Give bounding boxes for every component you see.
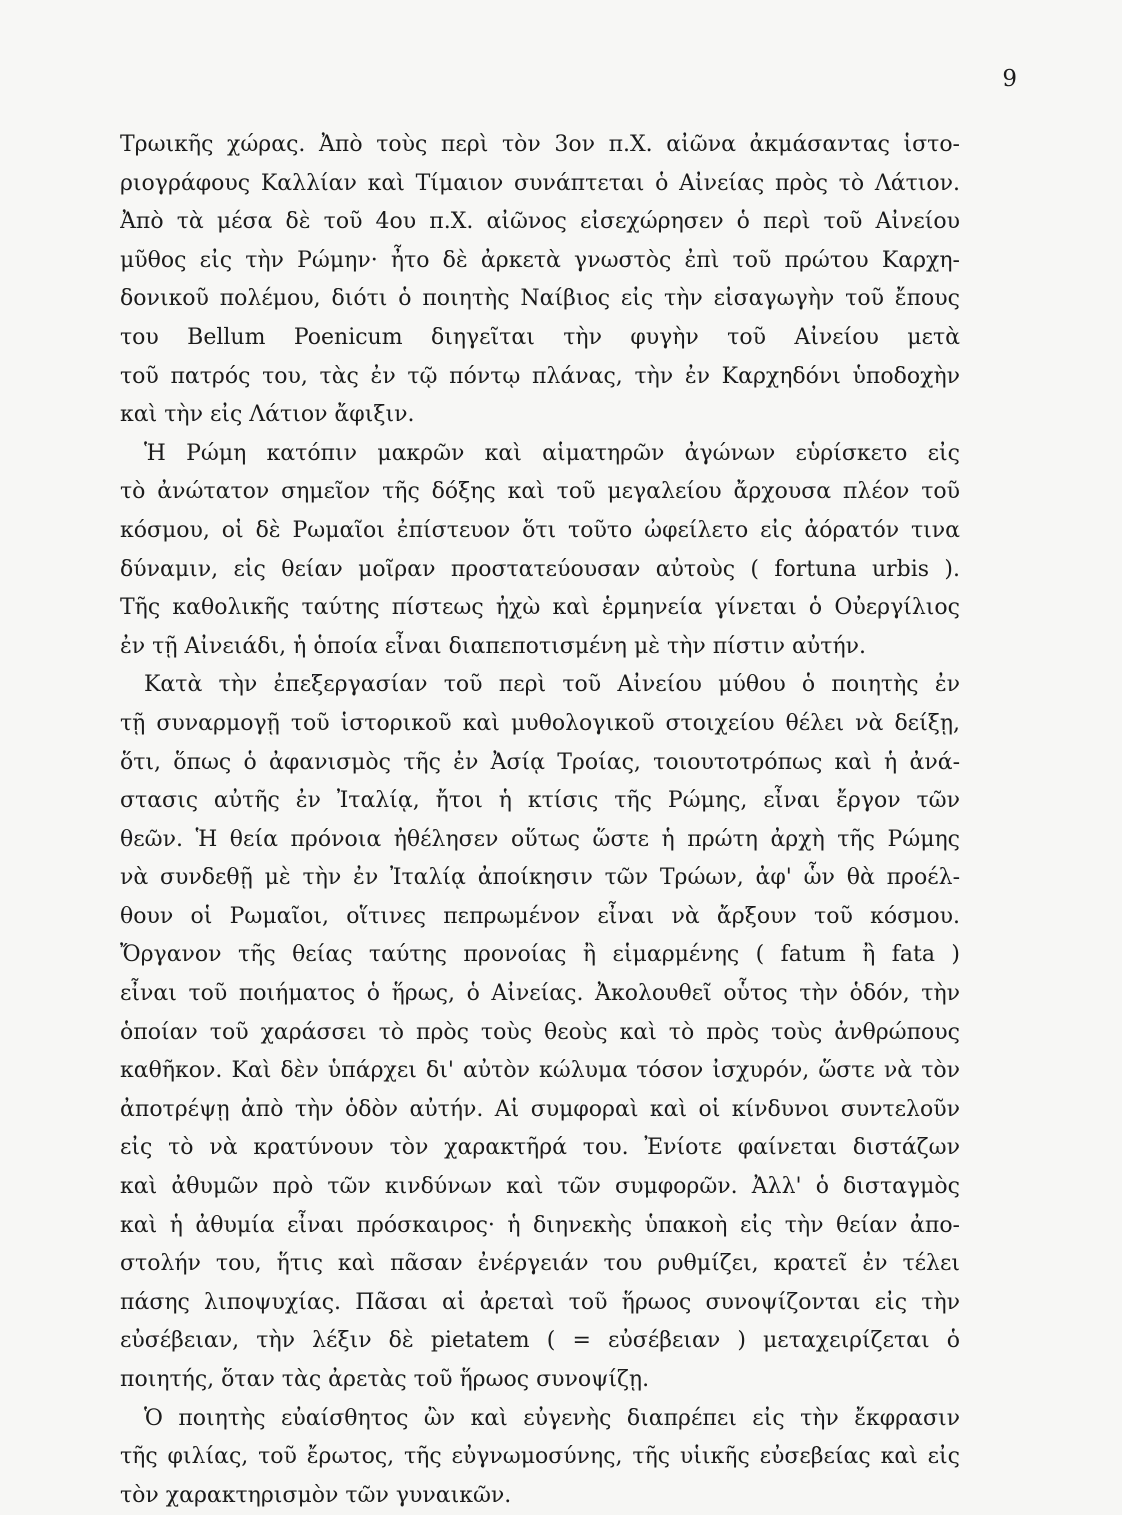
text-line: τοῦ πατρός του, τὰς ἐν τῷ πόντῳ πλάνας, τὴν ἐν Καρχηδόνι ὑποδοχὴν — [120, 363, 960, 389]
paragraph-start-line: Κατὰ τὴν ἐπεξεργασίαν τοῦ περὶ τοῦ Αἰνείου μύθου ὁ ποιητὴς ἐν — [144, 672, 960, 698]
text-line: ἀποτρέψῃ ἀπὸ τὴν ὁδὸν αὐτήν. Αἱ συμφοραὶ καὶ οἱ κίνδυνοι συντελοῦν — [120, 1096, 960, 1122]
text-line: ποιητής, ὅταν τὰς ἀρετὰς τοῦ ἥρωος συνοψίζῃ. — [120, 1367, 650, 1392]
paragraph-start-line: Ὁ ποιητὴς εὐαίσθητος ὢν καὶ εὐγενὴς διαπρέπει εἰς τὴν ἔκφρασιν — [144, 1405, 960, 1431]
paragraph-start-line: Ἡ Ρώμη κατόπιν μακρῶν καὶ αἱματηρῶν ἀγώνων εὑρίσκετο εἰς — [144, 440, 960, 466]
text-line: δονικοῦ πολέμου, διότι ὁ ποιητὴς Ναίβιος εἰς τὴν εἰσαγωγὴν τοῦ ἔπους — [120, 286, 960, 312]
page-number: 9 — [1002, 66, 1017, 92]
text-line: καθῆκον. Καὶ δὲν ὑπάρχει δι' αὐτὸν κώλυμα τόσον ἰσχυρόν, ὥστε νὰ τὸν — [120, 1058, 960, 1084]
text-line: τὸ ἀνώτατον σημεῖον τῆς δόξης καὶ τοῦ μεγαλείου ἄρχουσα πλέον τοῦ — [120, 479, 960, 505]
body-text — [120, 126, 960, 1515]
text-line: δύναμιν, εἰς θείαν μοῖραν προστατεύουσαν αὐτοὺς ( fortuna urbis ). — [120, 556, 960, 582]
text-line: καὶ τὴν εἰς Λάτιον ἄφιξιν. — [120, 402, 415, 428]
text-line: εἰς τὸ νὰ κρατύνουν τὸν χαρακτῆρά του. Ἐνίοτε φαίνεται διστάζων — [120, 1135, 960, 1161]
text-line: εὐσέβειαν, τὴν λέξιν δὲ pietatem ( = εὐσέβειαν ) μεταχειρίζεται ὁ — [120, 1328, 960, 1354]
text-line: θουν οἱ Ρωμαῖοι, οἵτινες πεπρωμένον εἶναι νὰ ἄρξουν τοῦ κόσμου. — [120, 903, 960, 929]
text-line: τῆς φιλίας, τοῦ ἔρωτος, τῆς εὐγνωμοσύνης, τῆς υἱικῆς εὐσεβείας καὶ εἰς — [120, 1444, 960, 1470]
text-line: ὁποίαν τοῦ χαράσσει τὸ πρὸς τοὺς θεοὺς καὶ τὸ πρὸς τοὺς ἀνθρώπους — [120, 1019, 960, 1045]
text-line: τὸν χαρακτηρισμὸν τῶν γυναικῶν. — [120, 1482, 512, 1508]
text-line: Ὄργανον τῆς θείας ταύτης προνοίας ἢ εἱμαρμένης ( fatum ἢ fata ) — [120, 942, 960, 968]
text-line: μῦθος εἰς τὴν Ρώμην· ἦτο δὲ ἀρκετὰ γνωστὸς ἐπὶ τοῦ πρώτου Καρχη- — [120, 247, 960, 273]
text-line: Ἀπὸ τὰ μέσα δὲ τοῦ 4ου π.Χ. αἰῶνος εἰσεχώρησεν ὁ περὶ τοῦ Αἰνείου — [120, 209, 960, 235]
text-line: τῇ συναρμογῇ τοῦ ἱστορικοῦ καὶ μυθολογικοῦ στοιχείου θέλει νὰ δείξῃ, — [120, 710, 960, 736]
text-line: ὅτι, ὅπως ὁ ἀφανισμὸς τῆς ἐν Ἀσίᾳ Τροίας, τοιουτοτρόπως καὶ ἡ ἀνά- — [120, 749, 960, 775]
text-line: καὶ ἀθυμῶν πρὸ τῶν κινδύνων καὶ τῶν συμφορῶν. Ἀλλ' ὁ δισταγμὸς — [120, 1174, 960, 1200]
text-line: Τῆς καθολικῆς ταύτης πίστεως ἠχὼ καὶ ἑρμηνεία γίνεται ὁ Οὐεργίλιος — [120, 595, 960, 621]
text-line: ἐν τῇ Αἰνειάδι, ἡ ὁποία εἶναι διαπεποτισμένη μὲ τὴν πίστιν αὐτήν. — [120, 633, 866, 659]
text-line: του Bellum Poenicum διηγεῖται τὴν φυγὴν τοῦ Αἰνείου μετὰ — [120, 324, 960, 350]
text-line: στασις αὐτῆς ἐν Ἰταλίᾳ, ἤτοι ἡ κτίσις τῆς Ρώμης, εἶναι ἔργον τῶν — [120, 788, 960, 814]
text-line: θεῶν. Ἡ θεία πρόνοια ἠθέλησεν οὕτως ὥστε ἡ πρώτη ἀρχὴ τῆς Ρώμης — [120, 826, 960, 852]
text-line: Τρωικῆς χώρας. Ἀπὸ τοὺς περὶ τὸν 3ον π.Χ. αἰῶνα ἀκμάσαντας ἱστο- — [120, 132, 960, 157]
text-line: στολήν του, ἥτις καὶ πᾶσαν ἐνέργειάν του ρυθμίζει, κρατεῖ ἐν τέλει — [120, 1251, 960, 1277]
text-line: κόσμου, οἱ δὲ Ρωμαῖοι ἐπίστευον ὅτι τοῦτο ὠφείλετο εἰς ἀόρατόν τινα — [120, 517, 960, 543]
text-line: ριογράφους Καλλίαν καὶ Τίμαιον συνάπτεται ὁ Αἰνείας πρὸς τὸ Λάτιον. — [120, 170, 960, 196]
text-line: καὶ ἡ ἀθυμία εἶναι πρόσκαιρος· ἡ διηνεκὴς ὑπακοὴ εἰς τὴν θείαν ἀπο- — [120, 1212, 960, 1238]
text-line: εἶναι τοῦ ποιήματος ὁ ἥρως, ὁ Αἰνείας. Ἀκολουθεῖ οὗτος τὴν ὁδόν, τὴν — [120, 981, 960, 1007]
text-line: νὰ συνδεθῇ μὲ τὴν ἐν Ἰταλίᾳ ἀποίκησιν τῶν Τρώων, ἀφ' ὧν θὰ προέλ- — [120, 865, 960, 891]
text-line: πάσης λιποψυχίας. Πᾶσαι αἱ ἀρεταὶ τοῦ ἥρωος συνοψίζονται εἰς τὴν — [120, 1289, 960, 1315]
